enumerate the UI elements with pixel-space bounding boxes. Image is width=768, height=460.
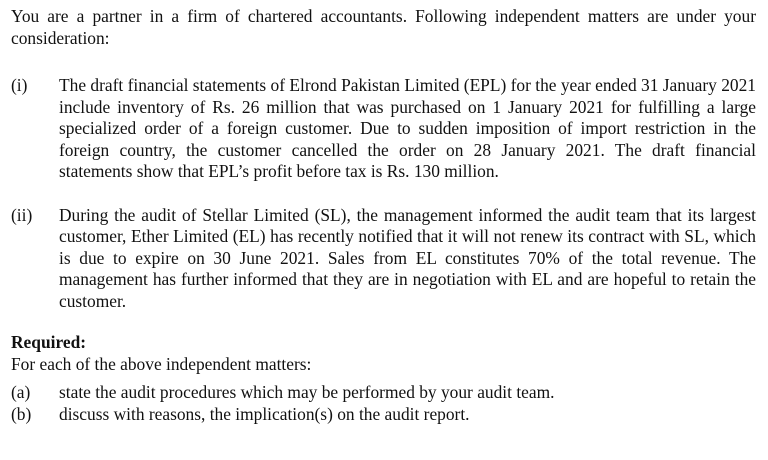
required-heading: Required: — [11, 332, 87, 352]
matter-text: During the audit of Stellar Limited (SL), the management informed the audit team that its largest customer, Ether Limited (EL) has recently notified that it will not renew its contract with SL, which is due to expire on 30 June 2021. Sales from EL constitutes 70% of the total revenue. The management has further informed that they are in negotiation with EL and are hopeful to retain the customer. — [59, 204, 756, 311]
intro-paragraph: You are a partner in a firm of chartered accountants. Following independent matters are under your consideration: — [11, 6, 756, 48]
matter-number: (ii) — [11, 204, 33, 225]
part-text: discuss with reasons, the implication(s) on the audit report. — [59, 403, 470, 424]
matter-item — [11, 205, 756, 313]
part-label: (a) — [11, 382, 31, 402]
required-part — [11, 382, 756, 404]
matter-text: The draft financial statements of Elrond Pakistan Limited (EPL) for the year ended 31 January 2021 include inventory of Rs. 26 million that was purchased on 1 January 2021 for fulfilling a large specialized order of a foreign customer. Due to sudden imposition of import restriction in the foreign country, the customer cancelled the order on 28 January 2021. The draft financial statements show that EPL’s profit before tax is Rs. 130 million. — [59, 75, 756, 181]
required-part — [11, 404, 756, 426]
required-section — [11, 332, 756, 425]
matter-item — [11, 75, 756, 183]
required-lead: For each of the above independent matters: — [11, 353, 312, 374]
part-label: (b) — [11, 403, 32, 424]
matter-number: (i) — [11, 75, 28, 95]
part-text: state the audit procedures which may be performed by your audit team. — [59, 382, 555, 402]
